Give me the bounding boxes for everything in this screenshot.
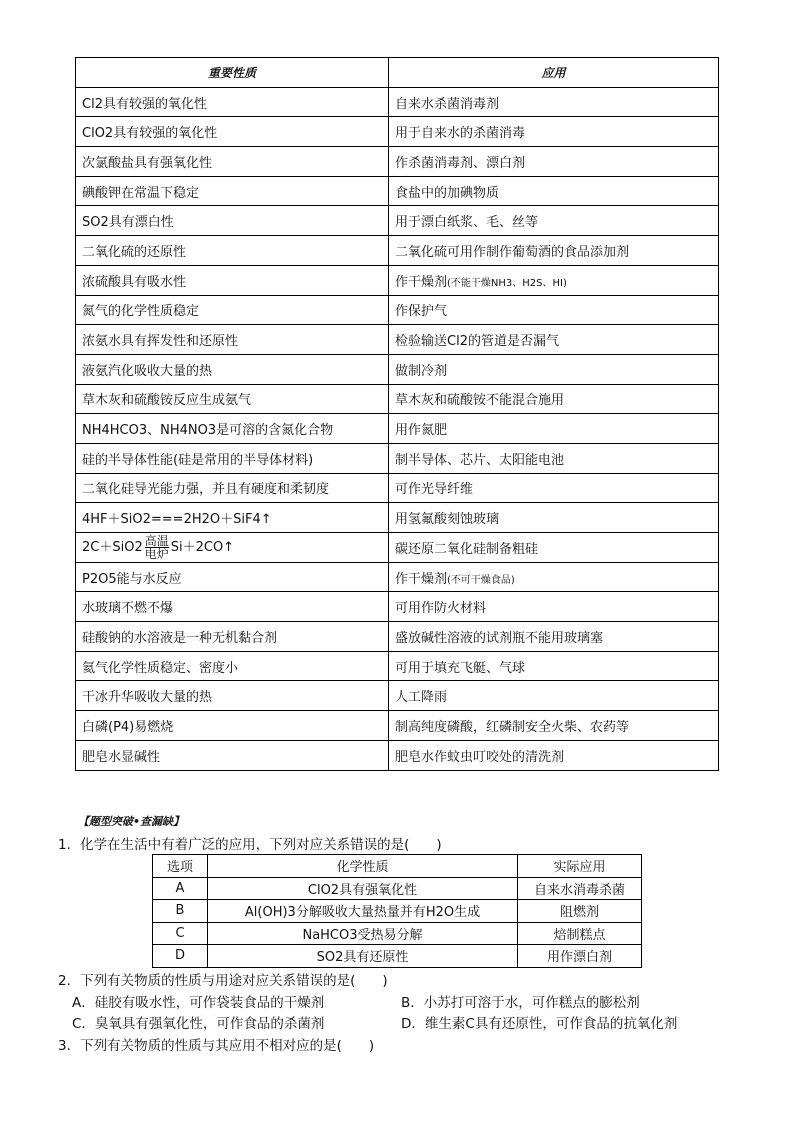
application-cell: 制半导体、芯片、太阳能电池 [389, 443, 719, 473]
q1-application-cell: 用作漂白剂 [518, 945, 642, 968]
application-cell: 可用于填充飞艇、气球 [389, 651, 719, 681]
property-cell [76, 533, 389, 563]
application-cell: 作杀菌消毒剂、漂白剂 [389, 147, 719, 177]
header-property: 重要性质 [76, 58, 389, 88]
application-cell: 二氧化硫可用作制作葡萄酒的食品添加剂 [389, 236, 719, 266]
table-row [76, 295, 719, 325]
application-cell: 盛放碱性溶液的试剂瓶不能用玻璃塞 [389, 622, 719, 652]
table-row [76, 325, 719, 355]
property-cell: 水玻璃不燃不爆 [76, 592, 389, 622]
application-cell: 自来水杀菌消毒剂 [389, 87, 719, 117]
table-row [76, 265, 719, 295]
question-2-stem: 2．下列有关物质的性质与用途对应关系错误的是( ) [58, 973, 388, 989]
property-cell: 干冰升华吸收大量的热 [76, 681, 389, 711]
q1-option-cell: B [153, 900, 208, 923]
table-row [76, 562, 719, 592]
application-note: (不可干燥食品) [447, 574, 515, 586]
table-row [76, 473, 719, 503]
q1-table-row [153, 900, 642, 923]
property-cell: 白磷(P4)易燃烧 [76, 711, 389, 741]
q1-application-cell: 焙制糕点 [518, 922, 642, 945]
q1-header-property: 化学性质 [208, 855, 518, 878]
table-row [76, 533, 719, 563]
q1-table-row [153, 922, 642, 945]
application-cell: 可用作防火材料 [389, 592, 719, 622]
q1-property-cell: Al(OH)3分解吸收大量热量并有H2O生成 [208, 900, 518, 923]
application-cell: 肥皂水作蚊虫叮咬处的清洗剂 [389, 740, 719, 770]
table-row [76, 117, 719, 147]
q1-application-cell: 阻燃剂 [518, 900, 642, 923]
application-cell: 草木灰和硫酸铵不能混合施用 [389, 384, 719, 414]
table-row [76, 147, 719, 177]
application-note: (不能干燥NH3、H2S、HI) [447, 277, 567, 289]
q2-option-b: B．小苏打可溶于水，可作糕点的膨松剂 [401, 995, 640, 1011]
property-cell: 肥皂水显碱性 [76, 740, 389, 770]
equation-left: 2C＋SiO2 [82, 539, 143, 555]
table-row [76, 651, 719, 681]
table-row [76, 206, 719, 236]
q1-application-cell: 自来水消毒杀菌 [518, 877, 642, 900]
table-row [76, 87, 719, 117]
q1-property-cell: SO2具有还原性 [208, 945, 518, 968]
property-cell: P2O5能与水反应 [76, 562, 389, 592]
property-cell: 次氯酸盐具有强氧化性 [76, 147, 389, 177]
application-cell: 用氢氟酸刻蚀玻璃 [389, 503, 719, 533]
table-row [76, 354, 719, 384]
application-cell: 人工降雨 [389, 681, 719, 711]
q1-property-cell: NaHCO3受热易分解 [208, 922, 518, 945]
property-cell: NH4HCO3、NH4NO3是可溶的含氮化合物 [76, 414, 389, 444]
q1-option-cell: A [153, 877, 208, 900]
table-row [76, 503, 719, 533]
q2-option-a: A．硅胶有吸水性，可作袋装食品的干燥剂 [72, 995, 325, 1011]
property-cell: Cl2具有较强的氧化性 [76, 87, 389, 117]
table-row [76, 622, 719, 652]
property-cell: SO2具有漂白性 [76, 206, 389, 236]
condition-top: 高温 [144, 533, 169, 548]
property-cell: 氦气化学性质稳定、密度小 [76, 651, 389, 681]
condition-bottom: 电炉 [144, 546, 169, 561]
application-text: 作干燥剂 [395, 571, 448, 587]
application-text: 作干燥剂 [395, 274, 448, 290]
application-cell [389, 265, 719, 295]
q2-option-c: C．臭氧具有强氧化性，可作食品的杀菌剂 [72, 1016, 325, 1032]
table-header-row [76, 58, 719, 88]
application-cell [389, 562, 719, 592]
q1-header-option: 选项 [153, 855, 208, 878]
question-1-table [152, 854, 642, 968]
q1-header-row [153, 855, 642, 878]
table-row [76, 176, 719, 206]
properties-table [75, 57, 719, 771]
reaction-condition [145, 535, 169, 560]
question-1-stem: 1．化学在生活中有着广泛的应用，下列对应关系错误的是( ) [58, 837, 442, 853]
property-cell: 4HF＋SiO2===2H2O＋SiF4↑ [76, 503, 389, 533]
property-cell: 浓硫酸具有吸水性 [76, 265, 389, 295]
application-cell: 用作氮肥 [389, 414, 719, 444]
table-row [76, 592, 719, 622]
q1-option-cell: C [153, 922, 208, 945]
property-cell: 氮气的化学性质稳定 [76, 295, 389, 325]
application-cell: 用于自来水的杀菌消毒 [389, 117, 719, 147]
property-cell: 液氨汽化吸收大量的热 [76, 354, 389, 384]
q2-option-d: D．维生素C具有还原性，可作食品的抗氧化剂 [401, 1016, 678, 1032]
table-row [76, 681, 719, 711]
table-row [76, 711, 719, 741]
q1-property-cell: ClO2具有强氧化性 [208, 877, 518, 900]
q1-table-row [153, 945, 642, 968]
application-cell: 可作光导纤维 [389, 473, 719, 503]
header-application: 应用 [389, 58, 719, 88]
property-cell: 硅的半导体性能(硅是常用的半导体材料) [76, 443, 389, 473]
question-3-stem: 3．下列有关物质的性质与其应用不相对应的是( ) [58, 1038, 375, 1054]
table-row [76, 443, 719, 473]
application-cell: 作保护气 [389, 295, 719, 325]
q1-table-row [153, 877, 642, 900]
table-row [76, 740, 719, 770]
table-row [76, 236, 719, 266]
table-row [76, 414, 719, 444]
application-cell: 检验输送Cl2的管道是否漏气 [389, 325, 719, 355]
section-title: 【题型突破•查漏缺】 [78, 815, 185, 828]
property-cell: 草木灰和硫酸铵反应生成氨气 [76, 384, 389, 414]
application-cell: 做制冷剂 [389, 354, 719, 384]
property-cell: 硅酸钠的水溶液是一种无机黏合剂 [76, 622, 389, 652]
equation-right: Si＋2CO↑ [170, 539, 235, 555]
q1-header-application: 实际应用 [518, 855, 642, 878]
application-cell: 食盐中的加碘物质 [389, 176, 719, 206]
application-cell: 制高纯度磷酸，红磷制安全火柴、农药等 [389, 711, 719, 741]
application-cell: 用于漂白纸浆、毛、丝等 [389, 206, 719, 236]
property-cell: 二氧化硫的还原性 [76, 236, 389, 266]
q1-option-cell: D [153, 945, 208, 968]
property-cell: ClO2具有较强的氧化性 [76, 117, 389, 147]
table-row [76, 384, 719, 414]
property-cell: 浓氨水具有挥发性和还原性 [76, 325, 389, 355]
application-cell: 碳还原二氧化硅制备粗硅 [389, 533, 719, 563]
property-cell: 二氧化硅导光能力强，并且有硬度和柔韧度 [76, 473, 389, 503]
property-cell: 碘酸钾在常温下稳定 [76, 176, 389, 206]
